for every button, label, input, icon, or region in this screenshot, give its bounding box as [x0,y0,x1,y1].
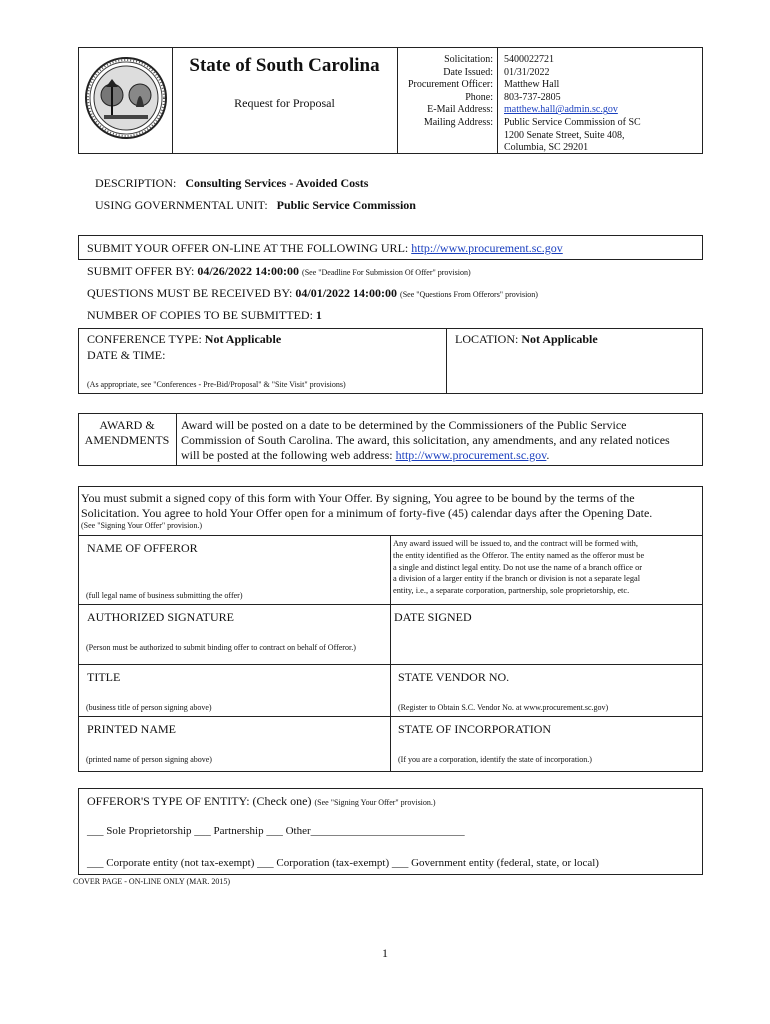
award-label [78,418,176,448]
offeror-entity-note [393,538,701,597]
location-label: LOCATION: [455,332,519,346]
conference-note: (As appropriate, see "Conferences - Pre-Bid/Proposal" & "Site Visit" provisions) [87,380,346,389]
governmental-unit-label: USING GOVERNMENTAL UNIT: [95,198,268,212]
questions-value: 04/01/2022 14:00:00 [295,286,398,300]
questions-note: (See "Questions From Offerors" provision) [400,290,538,299]
offeror-name-note: (full legal name of business submitting the offer) [86,591,243,600]
location-row [455,332,598,347]
printed-name-label: PRINTED NAME [87,722,176,736]
address-line-3: Columbia, SC 29201 [504,142,589,154]
title-label: TITLE [87,670,121,684]
offeror-name-label: NAME OF OFFEROR [87,541,198,555]
state-seal-icon [84,55,168,141]
label-mailing-address: Mailing Address: [423,116,493,128]
cover-page-footer: COVER PAGE - ON-LINE ONLY (MAR. 2015) [73,877,231,886]
entity-type-label: OFFEROR'S TYPE OF ENTITY: (Check one) [87,794,312,808]
offer-intro [81,491,701,521]
offer-intro-line2: Solicitation. You agree to hold Your Offer open for a minimum of forty-five (45) calendar days after the Opening Date. [81,506,653,520]
submit-by-label: SUBMIT OFFER BY: [87,264,195,278]
location-value: Not Applicable [521,332,598,346]
award-url-link[interactable]: http://www.procurement.sc.gov [395,448,547,462]
entity-type-heading [87,794,436,809]
entity-type-note: (See "Signing Your Offer" provision.) [314,798,436,807]
page-subtitle: Request for Proposal [234,96,335,110]
description-label: DESCRIPTION: [95,176,177,190]
award-text-line1: Award will be posted on a date to be determined by the Commissioners of the Public Service [181,418,627,432]
submit-url-row [87,241,563,256]
award-label-line2: AMENDMENTS [84,433,170,447]
submit-by-row [87,264,471,279]
solicitation-number: 5400022721 [504,54,554,65]
title-note: (business title of person signing above) [86,703,212,712]
label-officer: Procurement Officer: [407,79,493,91]
conference-type-row [87,332,281,347]
conference-datetime-label: DATE & TIME: [87,348,166,362]
governmental-unit-row [95,198,416,213]
date-signed-label: DATE SIGNED [394,610,472,624]
address-line-1: Public Service Commission of SC [504,116,641,128]
label-date-issued: Date Issued: [443,66,493,78]
award-text-prefix: will be posted at the following web address: [181,448,393,462]
offer-intro-line1: You must submit a signed copy of this form with Your Offer. By signing, You agree to be bound by the terms of the [81,491,635,505]
award-text [181,418,701,463]
description-value: Consulting Services - Avoided Costs [185,176,369,190]
vendor-number-label: STATE VENDOR NO. [398,670,510,684]
label-phone: Phone: [465,91,493,103]
offer-grid-v1 [390,535,391,772]
label-email: E-Mail Address: [427,104,493,116]
vendor-number-note: (Register to Obtain S.C. Vendor No. at www.procurement.sc.gov) [398,703,609,712]
award-period: . [546,448,550,462]
entity-note-line4: a division of a larger entity if the branch or division is not a separate legal [393,574,641,584]
label-solicitation: Solicitation: [444,54,493,65]
offer-intro-note: (See "Signing Your Offer" provision.) [81,521,203,530]
copies-value: 1 [315,308,322,322]
entity-note-line2: the entity identified as the Offeror. The entity named as the offeror must be [393,550,645,560]
page-number: 1 [382,946,388,960]
award-label-line1: AWARD & [99,418,155,432]
copies-label: NUMBER OF COPIES TO BE SUBMITTED: [87,308,313,322]
description-row [95,176,368,191]
entity-options-line2[interactable]: ___ Corporate entity (not tax-exempt) ___ Corporation (tax-exempt) ___ Government entity (federal, state, or local) [87,857,599,869]
page-title: State of South Carolina [189,55,380,76]
conference-divider [446,328,447,394]
entity-note-line1: Any award issued will be issued to, and the contract will be formed with, [393,539,638,548]
header-divider-3 [497,47,498,154]
authorized-signature-note: (Person must be authorized to submit binding offer to contract on behalf of Offeror.) [86,643,356,652]
entity-note-line5: entity, i.e., a separate corporation, partnership, sole proprietorship, etc. [393,586,630,596]
award-divider [176,413,177,466]
award-text-line2: Commission of South Carolina. The award, this solicitation, any amendments, and any related notices [181,433,670,447]
address-line-2: 1200 Senate Street, Suite 408, [504,129,625,141]
governmental-unit-value: Public Service Commission [276,198,416,212]
copies-row [87,308,322,323]
authorized-signature-label: AUTHORIZED SIGNATURE [87,610,234,624]
submit-by-value: 04/26/2022 14:00:00 [197,264,300,278]
header-values [504,54,700,155]
printed-name-note: (printed name of person signing above) [86,755,212,764]
incorporation-note: (If you are a corporation, identify the state of incorporation.) [398,755,592,764]
conference-type-label: CONFERENCE TYPE: [87,332,202,346]
conference-type-value: Not Applicable [204,332,282,346]
officer-name: Matthew Hall [504,79,560,91]
procurement-url-link[interactable]: http://www.procurement.sc.gov [411,241,563,255]
questions-row [87,286,538,301]
submit-url-label: SUBMIT YOUR OFFER ON-LINE AT THE FOLLOWING URL: [87,241,409,255]
incorporation-label: STATE OF INCORPORATION [398,722,552,736]
entity-note-line3: a single and distinct legal entity. Do not use the name of a branch office or [393,562,643,572]
officer-phone: 803-737-2805 [504,91,561,103]
submit-by-note: (See "Deadline For Submission Of Offer" provision) [302,268,471,277]
questions-label: QUESTIONS MUST BE RECEIVED BY: [87,286,293,300]
officer-email-link[interactable]: matthew.hall@admin.sc.gov [504,104,618,116]
header-labels [398,54,493,130]
award-text-line3 [181,448,701,463]
date-issued: 01/31/2022 [504,66,550,78]
entity-options-line1[interactable]: ___ Sole Proprietorship ___ Partnership ___ Other____________________________ [87,825,465,837]
